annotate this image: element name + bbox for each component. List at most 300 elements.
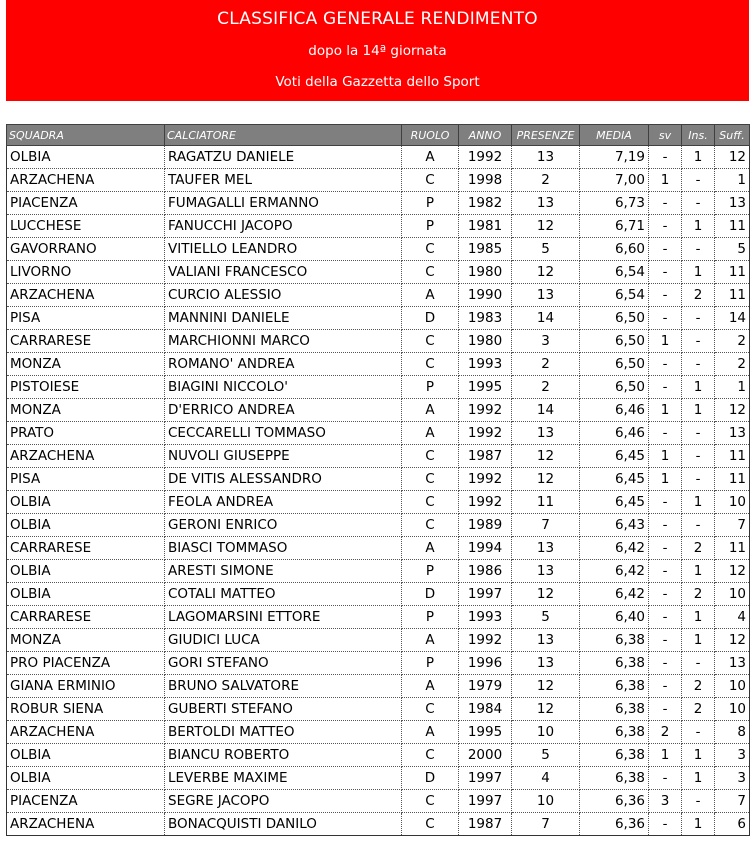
cell-presenze: 10 bbox=[512, 790, 580, 813]
cell-sv: - bbox=[649, 675, 682, 698]
column-header-anno: ANNO bbox=[459, 125, 512, 146]
table-row bbox=[7, 169, 750, 192]
cell-calciatore: RAGATZU DANIELE bbox=[165, 146, 402, 169]
cell-suff: 2 bbox=[715, 353, 750, 376]
cell-sv: - bbox=[649, 813, 682, 836]
cell-sv: - bbox=[649, 261, 682, 284]
cell-sv: - bbox=[649, 583, 682, 606]
table-row bbox=[7, 629, 750, 652]
cell-media: 6,54 bbox=[580, 261, 649, 284]
cell-sv: - bbox=[649, 284, 682, 307]
cell-sv: - bbox=[649, 698, 682, 721]
cell-anno: 1989 bbox=[459, 514, 512, 537]
cell-squadra: PRATO bbox=[7, 422, 165, 445]
cell-squadra: PISA bbox=[7, 307, 165, 330]
cell-sv: - bbox=[649, 629, 682, 652]
cell-media: 6,73 bbox=[580, 192, 649, 215]
cell-presenze: 13 bbox=[512, 629, 580, 652]
cell-sv: 1 bbox=[649, 399, 682, 422]
table-row bbox=[7, 353, 750, 376]
cell-sv: 1 bbox=[649, 744, 682, 767]
cell-media: 6,60 bbox=[580, 238, 649, 261]
cell-ins: - bbox=[682, 468, 715, 491]
cell-anno: 1982 bbox=[459, 192, 512, 215]
cell-squadra: PISA bbox=[7, 468, 165, 491]
cell-calciatore: SEGRE JACOPO bbox=[165, 790, 402, 813]
cell-ins: - bbox=[682, 514, 715, 537]
cell-anno: 1997 bbox=[459, 767, 512, 790]
cell-calciatore: BRUNO SALVATORE bbox=[165, 675, 402, 698]
cell-calciatore: CURCIO ALESSIO bbox=[165, 284, 402, 307]
cell-media: 6,43 bbox=[580, 514, 649, 537]
table-row bbox=[7, 606, 750, 629]
cell-media: 6,38 bbox=[580, 675, 649, 698]
cell-calciatore: BIAGINI NICCOLO' bbox=[165, 376, 402, 399]
column-header-calciatore: CALCIATORE bbox=[165, 125, 402, 146]
cell-media: 6,46 bbox=[580, 422, 649, 445]
table-row bbox=[7, 537, 750, 560]
cell-anno: 1981 bbox=[459, 215, 512, 238]
cell-ruolo: A bbox=[402, 629, 459, 652]
cell-suff: 13 bbox=[715, 652, 750, 675]
cell-anno: 1980 bbox=[459, 261, 512, 284]
cell-presenze: 5 bbox=[512, 606, 580, 629]
cell-presenze: 7 bbox=[512, 813, 580, 836]
cell-ins: 2 bbox=[682, 698, 715, 721]
cell-suff: 5 bbox=[715, 238, 750, 261]
table-row bbox=[7, 445, 750, 468]
cell-ruolo: C bbox=[402, 468, 459, 491]
cell-calciatore: VITIELLO LEANDRO bbox=[165, 238, 402, 261]
cell-sv: - bbox=[649, 238, 682, 261]
cell-ins: 1 bbox=[682, 606, 715, 629]
cell-presenze: 12 bbox=[512, 675, 580, 698]
cell-ins: - bbox=[682, 422, 715, 445]
cell-ruolo: C bbox=[402, 169, 459, 192]
cell-presenze: 12 bbox=[512, 698, 580, 721]
header-row bbox=[7, 125, 750, 146]
cell-squadra: MONZA bbox=[7, 629, 165, 652]
cell-suff: 3 bbox=[715, 767, 750, 790]
table-row bbox=[7, 514, 750, 537]
cell-media: 6,36 bbox=[580, 790, 649, 813]
cell-presenze: 2 bbox=[512, 169, 580, 192]
cell-calciatore: GUBERTI STEFANO bbox=[165, 698, 402, 721]
cell-anno: 1995 bbox=[459, 376, 512, 399]
cell-ins: 1 bbox=[682, 491, 715, 514]
cell-ins: - bbox=[682, 652, 715, 675]
cell-anno: 1994 bbox=[459, 537, 512, 560]
table-row bbox=[7, 698, 750, 721]
cell-suff: 1 bbox=[715, 376, 750, 399]
cell-calciatore: MANNINI DANIELE bbox=[165, 307, 402, 330]
cell-presenze: 4 bbox=[512, 767, 580, 790]
cell-ins: 1 bbox=[682, 813, 715, 836]
page-title: CLASSIFICA GENERALE RENDIMENTO bbox=[217, 9, 538, 29]
cell-calciatore: ROMANO' ANDREA bbox=[165, 353, 402, 376]
cell-anno: 1987 bbox=[459, 445, 512, 468]
cell-suff: 13 bbox=[715, 422, 750, 445]
cell-sv: - bbox=[649, 146, 682, 169]
source-note: Voti della Gazzetta dello Sport bbox=[275, 74, 480, 90]
cell-ruolo: C bbox=[402, 330, 459, 353]
table-row bbox=[7, 652, 750, 675]
table-row bbox=[7, 583, 750, 606]
cell-squadra: ARZACHENA bbox=[7, 721, 165, 744]
cell-sv: 1 bbox=[649, 445, 682, 468]
cell-media: 6,50 bbox=[580, 307, 649, 330]
cell-media: 6,42 bbox=[580, 560, 649, 583]
cell-ins: 1 bbox=[682, 629, 715, 652]
cell-ins: 1 bbox=[682, 744, 715, 767]
standings-table bbox=[6, 124, 750, 836]
cell-squadra: PRO PIACENZA bbox=[7, 652, 165, 675]
cell-squadra: MONZA bbox=[7, 353, 165, 376]
cell-sv: - bbox=[649, 537, 682, 560]
cell-ruolo: C bbox=[402, 790, 459, 813]
cell-media: 6,71 bbox=[580, 215, 649, 238]
cell-media: 6,45 bbox=[580, 468, 649, 491]
cell-calciatore: BERTOLDI MATTEO bbox=[165, 721, 402, 744]
cell-squadra: OLBIA bbox=[7, 560, 165, 583]
cell-presenze: 3 bbox=[512, 330, 580, 353]
table-row bbox=[7, 422, 750, 445]
cell-presenze: 12 bbox=[512, 445, 580, 468]
cell-ruolo: C bbox=[402, 744, 459, 767]
table-row bbox=[7, 146, 750, 169]
cell-anno: 1992 bbox=[459, 399, 512, 422]
cell-squadra: GIANA ERMINIO bbox=[7, 675, 165, 698]
cell-anno: 1993 bbox=[459, 606, 512, 629]
cell-media: 6,50 bbox=[580, 376, 649, 399]
cell-squadra: PIACENZA bbox=[7, 790, 165, 813]
cell-anno: 1998 bbox=[459, 169, 512, 192]
cell-ruolo: C bbox=[402, 353, 459, 376]
cell-presenze: 13 bbox=[512, 560, 580, 583]
cell-squadra: ARZACHENA bbox=[7, 445, 165, 468]
cell-squadra: GAVORRANO bbox=[7, 238, 165, 261]
cell-sv: - bbox=[649, 376, 682, 399]
cell-sv: 3 bbox=[649, 790, 682, 813]
cell-sv: - bbox=[649, 192, 682, 215]
cell-ruolo: P bbox=[402, 652, 459, 675]
cell-presenze: 10 bbox=[512, 721, 580, 744]
table-row bbox=[7, 284, 750, 307]
cell-ins: 1 bbox=[682, 399, 715, 422]
cell-calciatore: DE VITIS ALESSANDRO bbox=[165, 468, 402, 491]
cell-ins: 1 bbox=[682, 376, 715, 399]
cell-media: 6,38 bbox=[580, 698, 649, 721]
cell-media: 7,00 bbox=[580, 169, 649, 192]
cell-anno: 1980 bbox=[459, 330, 512, 353]
cell-presenze: 7 bbox=[512, 514, 580, 537]
cell-presenze: 14 bbox=[512, 307, 580, 330]
cell-anno: 1992 bbox=[459, 468, 512, 491]
cell-presenze: 13 bbox=[512, 537, 580, 560]
table-row bbox=[7, 238, 750, 261]
cell-ruolo: A bbox=[402, 721, 459, 744]
cell-ins: 1 bbox=[682, 767, 715, 790]
cell-ruolo: P bbox=[402, 560, 459, 583]
cell-ruolo: C bbox=[402, 514, 459, 537]
cell-calciatore: BIANCU ROBERTO bbox=[165, 744, 402, 767]
cell-anno: 1979 bbox=[459, 675, 512, 698]
table-row bbox=[7, 767, 750, 790]
cell-ins: 2 bbox=[682, 583, 715, 606]
cell-suff: 10 bbox=[715, 491, 750, 514]
cell-media: 6,38 bbox=[580, 652, 649, 675]
cell-presenze: 14 bbox=[512, 399, 580, 422]
cell-ruolo: P bbox=[402, 606, 459, 629]
page-subtitle: dopo la 14ª giornata bbox=[308, 43, 447, 59]
cell-suff: 8 bbox=[715, 721, 750, 744]
column-header-sv: sv bbox=[649, 125, 682, 146]
cell-ruolo: D bbox=[402, 767, 459, 790]
cell-presenze: 5 bbox=[512, 744, 580, 767]
cell-calciatore: VALIANI FRANCESCO bbox=[165, 261, 402, 284]
cell-squadra: LIVORNO bbox=[7, 261, 165, 284]
cell-sv: - bbox=[649, 491, 682, 514]
cell-presenze: 5 bbox=[512, 238, 580, 261]
cell-ins: 1 bbox=[682, 560, 715, 583]
cell-calciatore: TAUFER MEL bbox=[165, 169, 402, 192]
table-row bbox=[7, 215, 750, 238]
cell-anno: 2000 bbox=[459, 744, 512, 767]
cell-anno: 1997 bbox=[459, 583, 512, 606]
column-header-squadra: SQUADRA bbox=[7, 125, 165, 146]
cell-suff: 11 bbox=[715, 215, 750, 238]
cell-suff: 12 bbox=[715, 146, 750, 169]
cell-calciatore: ARESTI SIMONE bbox=[165, 560, 402, 583]
cell-calciatore: LEVERBE MAXIME bbox=[165, 767, 402, 790]
cell-calciatore: GIUDICI LUCA bbox=[165, 629, 402, 652]
cell-ins: - bbox=[682, 330, 715, 353]
cell-presenze: 13 bbox=[512, 652, 580, 675]
cell-ruolo: C bbox=[402, 261, 459, 284]
cell-suff: 11 bbox=[715, 284, 750, 307]
cell-anno: 1985 bbox=[459, 238, 512, 261]
column-header-suff: Suff. bbox=[715, 125, 750, 146]
cell-anno: 1990 bbox=[459, 284, 512, 307]
cell-ruolo: P bbox=[402, 192, 459, 215]
cell-suff: 11 bbox=[715, 468, 750, 491]
cell-ins: 2 bbox=[682, 675, 715, 698]
cell-anno: 1983 bbox=[459, 307, 512, 330]
cell-suff: 11 bbox=[715, 261, 750, 284]
cell-squadra: OLBIA bbox=[7, 146, 165, 169]
cell-suff: 11 bbox=[715, 445, 750, 468]
column-header-ins: Ins. bbox=[682, 125, 715, 146]
cell-squadra: LUCCHESE bbox=[7, 215, 165, 238]
cell-presenze: 12 bbox=[512, 583, 580, 606]
cell-ins: - bbox=[682, 169, 715, 192]
cell-presenze: 2 bbox=[512, 353, 580, 376]
cell-calciatore: FANUCCHI JACOPO bbox=[165, 215, 402, 238]
cell-squadra: OLBIA bbox=[7, 514, 165, 537]
cell-suff: 7 bbox=[715, 514, 750, 537]
cell-ruolo: D bbox=[402, 583, 459, 606]
cell-suff: 3 bbox=[715, 744, 750, 767]
cell-presenze: 12 bbox=[512, 261, 580, 284]
cell-ruolo: A bbox=[402, 675, 459, 698]
cell-squadra: MONZA bbox=[7, 399, 165, 422]
cell-squadra: ARZACHENA bbox=[7, 169, 165, 192]
cell-calciatore: BIASCI TOMMASO bbox=[165, 537, 402, 560]
cell-sv: 1 bbox=[649, 169, 682, 192]
cell-ruolo: A bbox=[402, 284, 459, 307]
cell-suff: 4 bbox=[715, 606, 750, 629]
cell-squadra: CARRARESE bbox=[7, 606, 165, 629]
cell-squadra: ROBUR SIENA bbox=[7, 698, 165, 721]
cell-presenze: 13 bbox=[512, 284, 580, 307]
cell-calciatore: GORI STEFANO bbox=[165, 652, 402, 675]
column-header-ruolo: RUOLO bbox=[402, 125, 459, 146]
cell-suff: 1 bbox=[715, 169, 750, 192]
cell-sv: - bbox=[649, 307, 682, 330]
cell-anno: 1987 bbox=[459, 813, 512, 836]
cell-suff: 11 bbox=[715, 537, 750, 560]
cell-ins: - bbox=[682, 790, 715, 813]
cell-calciatore: FUMAGALLI ERMANNO bbox=[165, 192, 402, 215]
cell-ins: - bbox=[682, 721, 715, 744]
table-row bbox=[7, 560, 750, 583]
cell-media: 6,38 bbox=[580, 629, 649, 652]
cell-ins: 1 bbox=[682, 261, 715, 284]
cell-sv: 2 bbox=[649, 721, 682, 744]
cell-sv: - bbox=[649, 353, 682, 376]
cell-media: 6,36 bbox=[580, 813, 649, 836]
cell-suff: 12 bbox=[715, 629, 750, 652]
cell-ins: 2 bbox=[682, 284, 715, 307]
table-row bbox=[7, 813, 750, 836]
column-header-presenze: PRESENZE bbox=[512, 125, 580, 146]
cell-calciatore: COTALI MATTEO bbox=[165, 583, 402, 606]
cell-media: 6,45 bbox=[580, 491, 649, 514]
cell-media: 6,38 bbox=[580, 721, 649, 744]
cell-anno: 1993 bbox=[459, 353, 512, 376]
cell-media: 6,50 bbox=[580, 353, 649, 376]
cell-squadra: ARZACHENA bbox=[7, 284, 165, 307]
cell-sv: - bbox=[649, 767, 682, 790]
cell-ins: - bbox=[682, 192, 715, 215]
cell-media: 6,54 bbox=[580, 284, 649, 307]
table-row bbox=[7, 307, 750, 330]
cell-presenze: 12 bbox=[512, 468, 580, 491]
cell-ruolo: C bbox=[402, 445, 459, 468]
table-row bbox=[7, 790, 750, 813]
cell-anno: 1992 bbox=[459, 491, 512, 514]
cell-calciatore: NUVOLI GIUSEPPE bbox=[165, 445, 402, 468]
cell-squadra: OLBIA bbox=[7, 767, 165, 790]
title-banner bbox=[6, 0, 749, 101]
table-row bbox=[7, 192, 750, 215]
table-row bbox=[7, 491, 750, 514]
cell-sv: 1 bbox=[649, 468, 682, 491]
cell-media: 6,50 bbox=[580, 330, 649, 353]
cell-calciatore: GERONI ENRICO bbox=[165, 514, 402, 537]
cell-squadra: OLBIA bbox=[7, 583, 165, 606]
cell-media: 7,19 bbox=[580, 146, 649, 169]
cell-presenze: 11 bbox=[512, 491, 580, 514]
cell-ins: 1 bbox=[682, 215, 715, 238]
table-row bbox=[7, 399, 750, 422]
cell-media: 6,42 bbox=[580, 537, 649, 560]
cell-ruolo: C bbox=[402, 698, 459, 721]
cell-anno: 1996 bbox=[459, 652, 512, 675]
table-row bbox=[7, 675, 750, 698]
cell-presenze: 12 bbox=[512, 215, 580, 238]
cell-ruolo: P bbox=[402, 215, 459, 238]
cell-suff: 10 bbox=[715, 698, 750, 721]
cell-ins: - bbox=[682, 353, 715, 376]
cell-ins: 1 bbox=[682, 146, 715, 169]
cell-ruolo: A bbox=[402, 146, 459, 169]
cell-calciatore: CECCARELLI TOMMASO bbox=[165, 422, 402, 445]
cell-presenze: 2 bbox=[512, 376, 580, 399]
cell-squadra: OLBIA bbox=[7, 491, 165, 514]
cell-media: 6,38 bbox=[580, 744, 649, 767]
cell-ruolo: C bbox=[402, 491, 459, 514]
cell-ruolo: P bbox=[402, 376, 459, 399]
table-row bbox=[7, 261, 750, 284]
cell-anno: 1992 bbox=[459, 146, 512, 169]
cell-sv: - bbox=[649, 652, 682, 675]
cell-sv: - bbox=[649, 422, 682, 445]
cell-ruolo: C bbox=[402, 813, 459, 836]
cell-suff: 13 bbox=[715, 192, 750, 215]
cell-anno: 1995 bbox=[459, 721, 512, 744]
cell-media: 6,45 bbox=[580, 445, 649, 468]
cell-calciatore: FEOLA ANDREA bbox=[165, 491, 402, 514]
table-body bbox=[7, 146, 750, 836]
cell-sv: - bbox=[649, 560, 682, 583]
cell-ins: 2 bbox=[682, 537, 715, 560]
cell-presenze: 13 bbox=[512, 146, 580, 169]
cell-anno: 1992 bbox=[459, 422, 512, 445]
cell-calciatore: LAGOMARSINI ETTORE bbox=[165, 606, 402, 629]
cell-squadra: PIACENZA bbox=[7, 192, 165, 215]
cell-anno: 1984 bbox=[459, 698, 512, 721]
cell-ins: - bbox=[682, 445, 715, 468]
cell-suff: 14 bbox=[715, 307, 750, 330]
cell-squadra: OLBIA bbox=[7, 744, 165, 767]
cell-suff: 12 bbox=[715, 399, 750, 422]
cell-ruolo: A bbox=[402, 537, 459, 560]
cell-ruolo: A bbox=[402, 399, 459, 422]
cell-calciatore: D'ERRICO ANDREA bbox=[165, 399, 402, 422]
cell-presenze: 13 bbox=[512, 192, 580, 215]
cell-sv: - bbox=[649, 215, 682, 238]
cell-calciatore: BONACQUISTI DANILO bbox=[165, 813, 402, 836]
cell-ruolo: A bbox=[402, 422, 459, 445]
cell-squadra: CARRARESE bbox=[7, 330, 165, 353]
cell-anno: 1997 bbox=[459, 790, 512, 813]
cell-suff: 12 bbox=[715, 560, 750, 583]
cell-squadra: ARZACHENA bbox=[7, 813, 165, 836]
column-header-media: MEDIA bbox=[580, 125, 649, 146]
cell-anno: 1992 bbox=[459, 629, 512, 652]
cell-suff: 7 bbox=[715, 790, 750, 813]
table-row bbox=[7, 330, 750, 353]
cell-media: 6,38 bbox=[580, 767, 649, 790]
table-row bbox=[7, 721, 750, 744]
table-row bbox=[7, 468, 750, 491]
cell-ins: - bbox=[682, 238, 715, 261]
cell-squadra: CARRARESE bbox=[7, 537, 165, 560]
cell-anno: 1986 bbox=[459, 560, 512, 583]
table-row bbox=[7, 376, 750, 399]
cell-sv: - bbox=[649, 606, 682, 629]
